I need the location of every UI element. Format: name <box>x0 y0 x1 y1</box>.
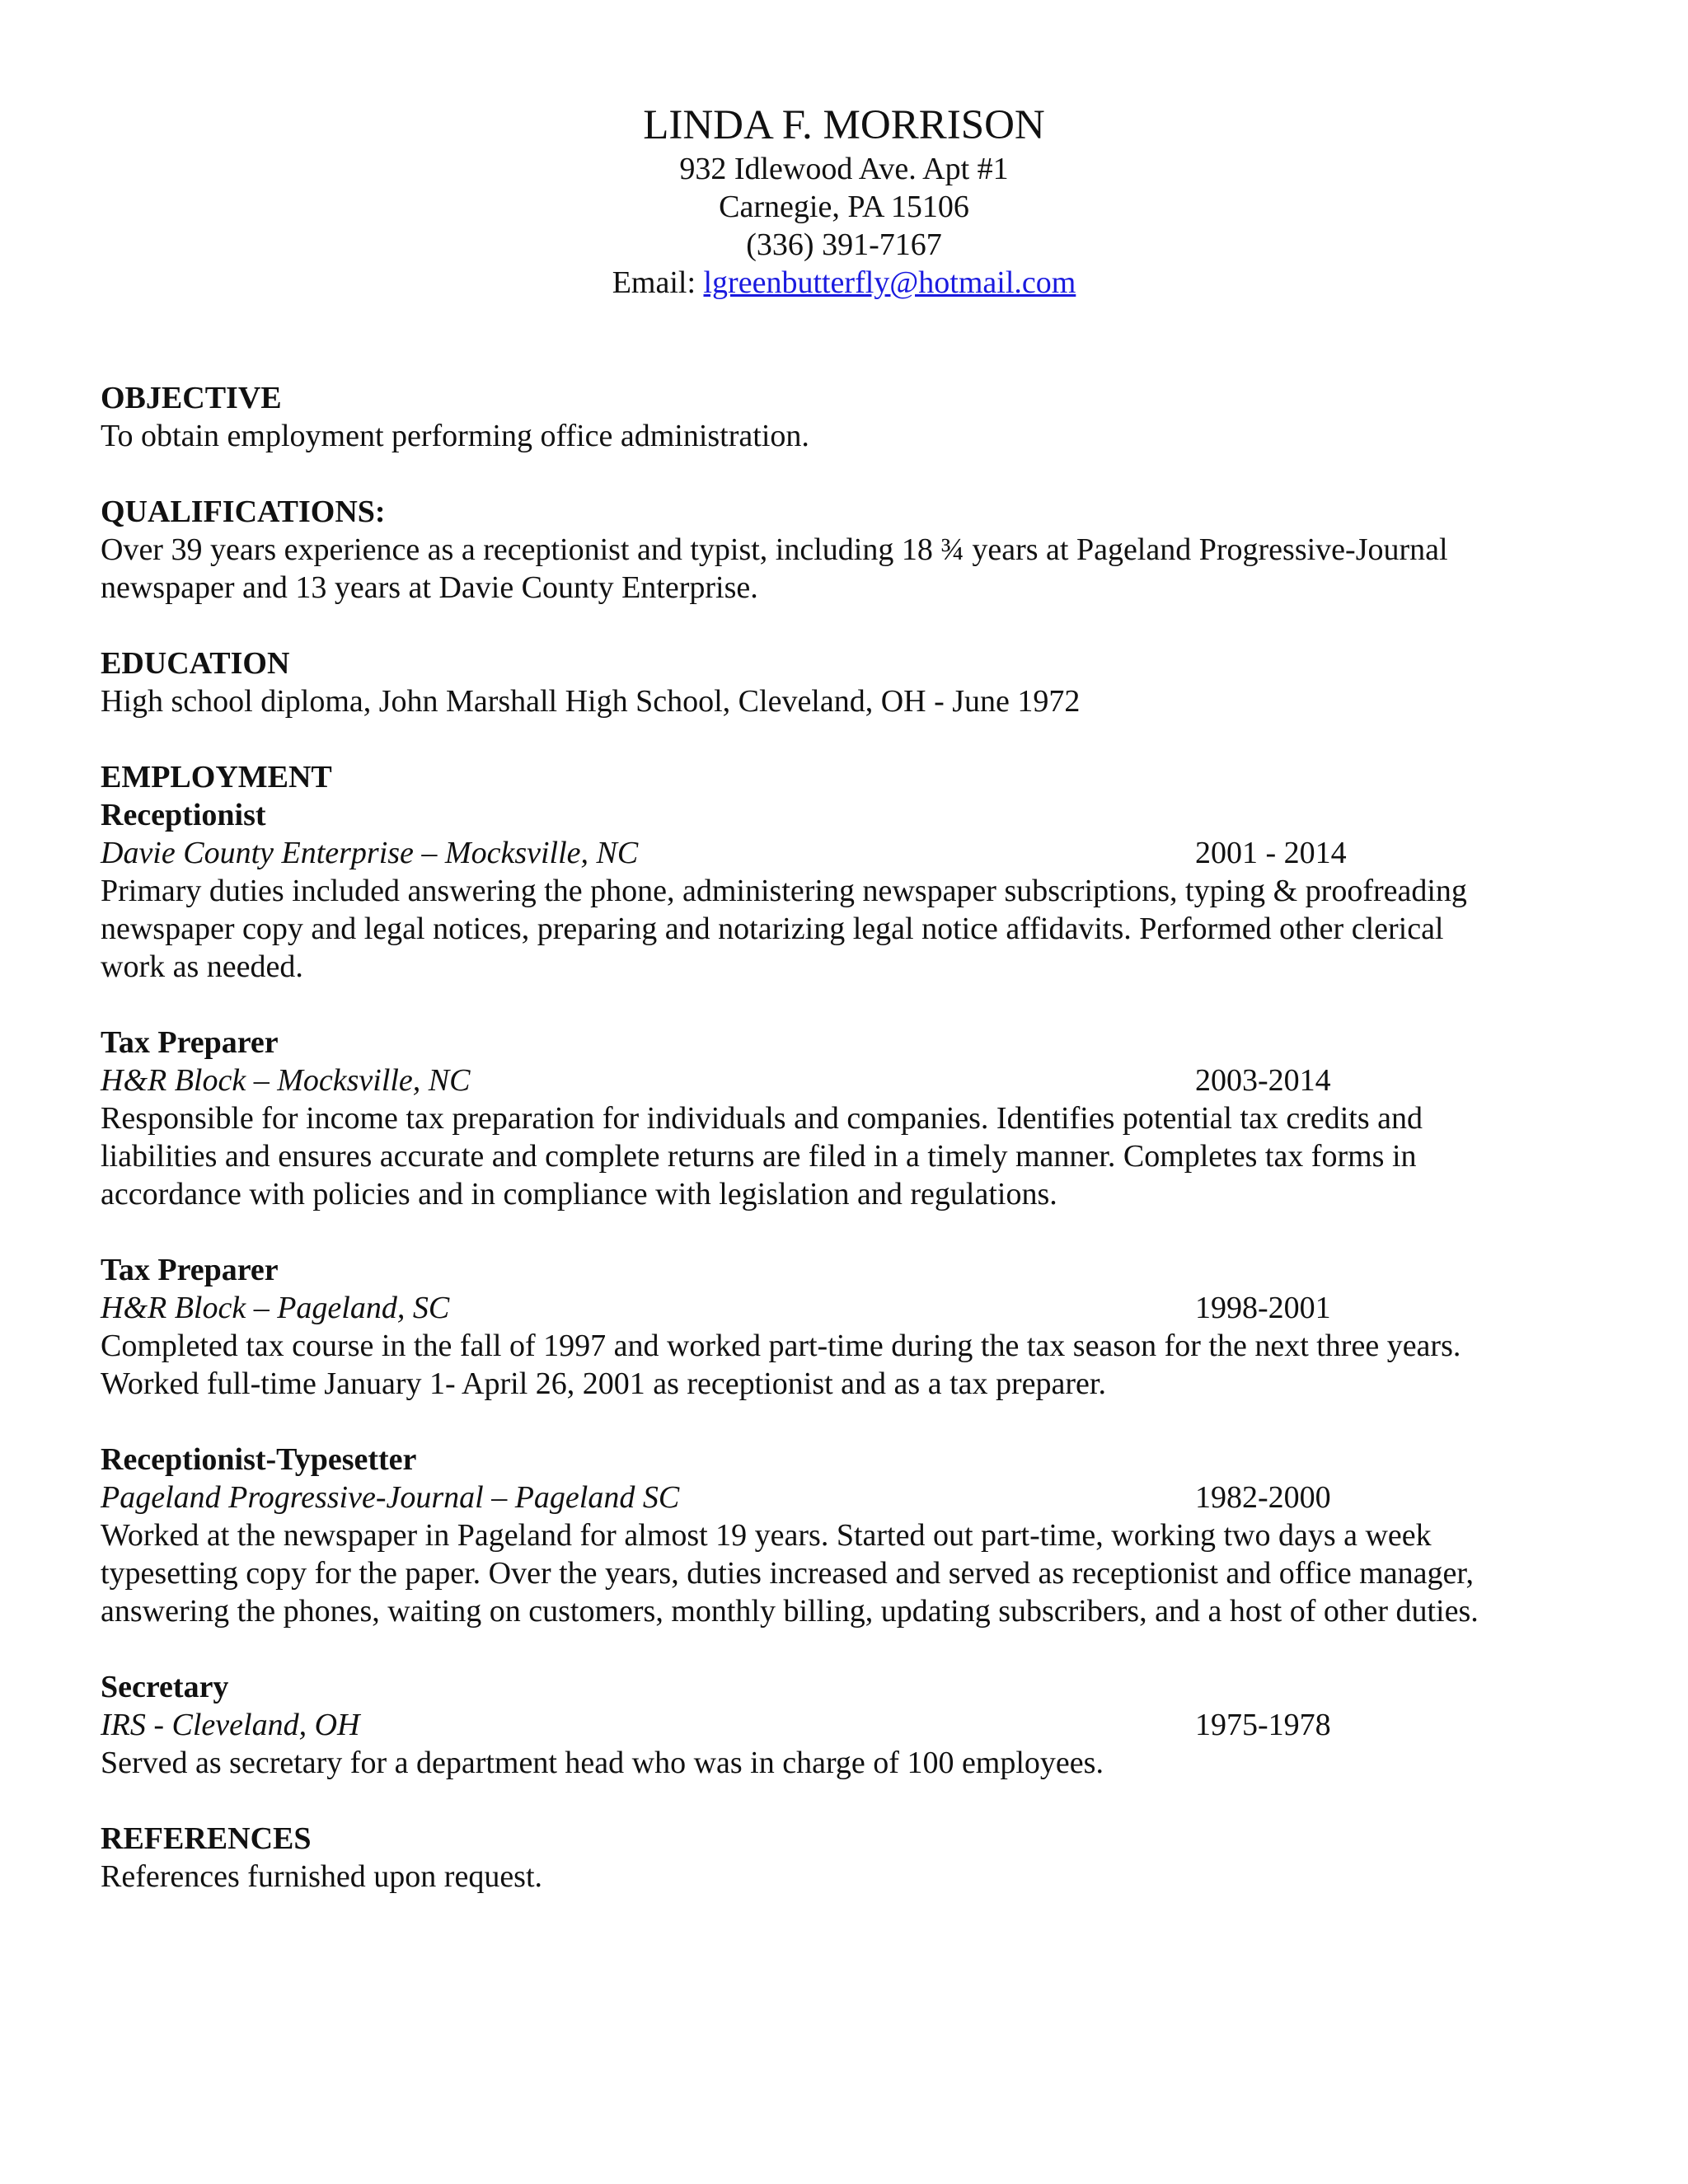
education-section <box>101 644 1576 720</box>
job-dates: 2003-2014 <box>1195 1063 1331 1098</box>
job-entry <box>101 796 1576 986</box>
references-heading: REFERENCES <box>101 1821 312 1856</box>
job-description-line: Completed tax course in the fall of 1997 and worked part-time during the tax season for the next three years. <box>101 1329 1461 1363</box>
references-text: References furnished upon request. <box>101 1859 543 1894</box>
job-description-line: Served as secretary for a department head who was in charge of 100 employees. <box>101 1746 1104 1780</box>
job-meta <box>101 834 1576 872</box>
job-description-line: Worked full-time January 1- April 26, 2001 as receptionist and as a tax preparer. <box>101 1366 1106 1401</box>
objective-heading: OBJECTIVE <box>101 381 282 415</box>
job-description-line: answering the phones, waiting on customers, monthly billing, updating subscribers, and a host of other duties. <box>101 1594 1479 1629</box>
qualifications-section <box>101 493 1576 607</box>
job-employer: Davie County Enterprise – Mocksville, NC <box>101 836 639 870</box>
qualifications-line-2: newspaper and 13 years at Davie County Enterprise. <box>101 570 758 605</box>
qualifications-line-1: Over 39 years experience as a receptionist and typist, including 18 ¾ years at Pageland Progressive-Journal <box>101 532 1448 567</box>
address-line-2: Carnegie, PA 15106 <box>719 190 969 224</box>
qualifications-heading: QUALIFICATIONS: <box>101 494 386 529</box>
job-dates: 2001 - 2014 <box>1195 836 1347 870</box>
job-employer: H&R Block – Mocksville, NC <box>101 1063 471 1098</box>
job-employer: H&R Block – Pageland, SC <box>101 1291 450 1325</box>
employment-section <box>101 758 1576 1782</box>
job-title: Secretary <box>101 1670 229 1704</box>
job-description-line: typesetting copy for the paper. Over the years, duties increased and served as receptionist and office manager, <box>101 1556 1474 1591</box>
job-entry <box>101 1441 1576 1630</box>
education-text: High school diploma, John Marshall High School, Cleveland, OH - June 1972 <box>101 684 1081 719</box>
job-meta <box>101 1062 1576 1099</box>
job-employer: Pageland Progressive-Journal – Pageland SC <box>101 1480 680 1515</box>
job-title: Receptionist <box>101 798 266 832</box>
address-line-1: 932 Idlewood Ave. Apt #1 <box>679 152 1009 186</box>
resume-body <box>101 379 1576 1896</box>
email-line <box>0 264 1688 302</box>
job-meta <box>101 1289 1576 1327</box>
job-entry <box>101 1668 1576 1782</box>
applicant-name: LINDA F. MORRISON <box>643 102 1045 148</box>
job-description-line: Responsible for income tax preparation for individuals and companies. Identifies potential tax credits and <box>101 1101 1423 1136</box>
job-description-line: work as needed. <box>101 949 303 984</box>
job-dates: 1982-2000 <box>1195 1480 1331 1515</box>
job-employer: IRS - Cleveland, OH <box>101 1708 360 1742</box>
job-title: Tax Preparer <box>101 1025 279 1060</box>
job-description-line: newspaper copy and legal notices, preparing and notarizing legal notice affidavits. Performed other clerical <box>101 912 1444 946</box>
job-title: Receptionist-Typesetter <box>101 1442 417 1477</box>
employment-heading: EMPLOYMENT <box>101 760 332 794</box>
objective-text: To obtain employment performing office administration. <box>101 419 809 453</box>
email-label: Email: <box>612 265 704 300</box>
references-section <box>101 1820 1576 1896</box>
job-description-line: accordance with policies and in compliance with legislation and regulations. <box>101 1177 1057 1212</box>
job-description-line: Worked at the newspaper in Pageland for almost 19 years. Started out part-time, working two days a week <box>101 1518 1432 1553</box>
job-description-line: liabilities and ensures accurate and complete returns are filed in a timely manner. Completes tax forms in <box>101 1139 1417 1174</box>
job-title: Tax Preparer <box>101 1253 279 1287</box>
job-dates: 1998-2001 <box>1195 1291 1331 1325</box>
resume-header <box>0 101 1688 302</box>
job-meta <box>101 1706 1576 1744</box>
job-entry <box>101 1251 1576 1403</box>
education-heading: EDUCATION <box>101 646 290 681</box>
job-meta <box>101 1479 1576 1516</box>
phone-number: (336) 391-7167 <box>746 227 942 262</box>
job-dates: 1975-1978 <box>1195 1708 1331 1742</box>
job-entry <box>101 1024 1576 1213</box>
objective-section <box>101 379 1576 455</box>
job-description-line: Primary duties included answering the phone, administering newspaper subscriptions, typing & proofreading <box>101 874 1467 908</box>
email-link[interactable]: lgreenbutterfly@hotmail.com <box>703 265 1076 300</box>
